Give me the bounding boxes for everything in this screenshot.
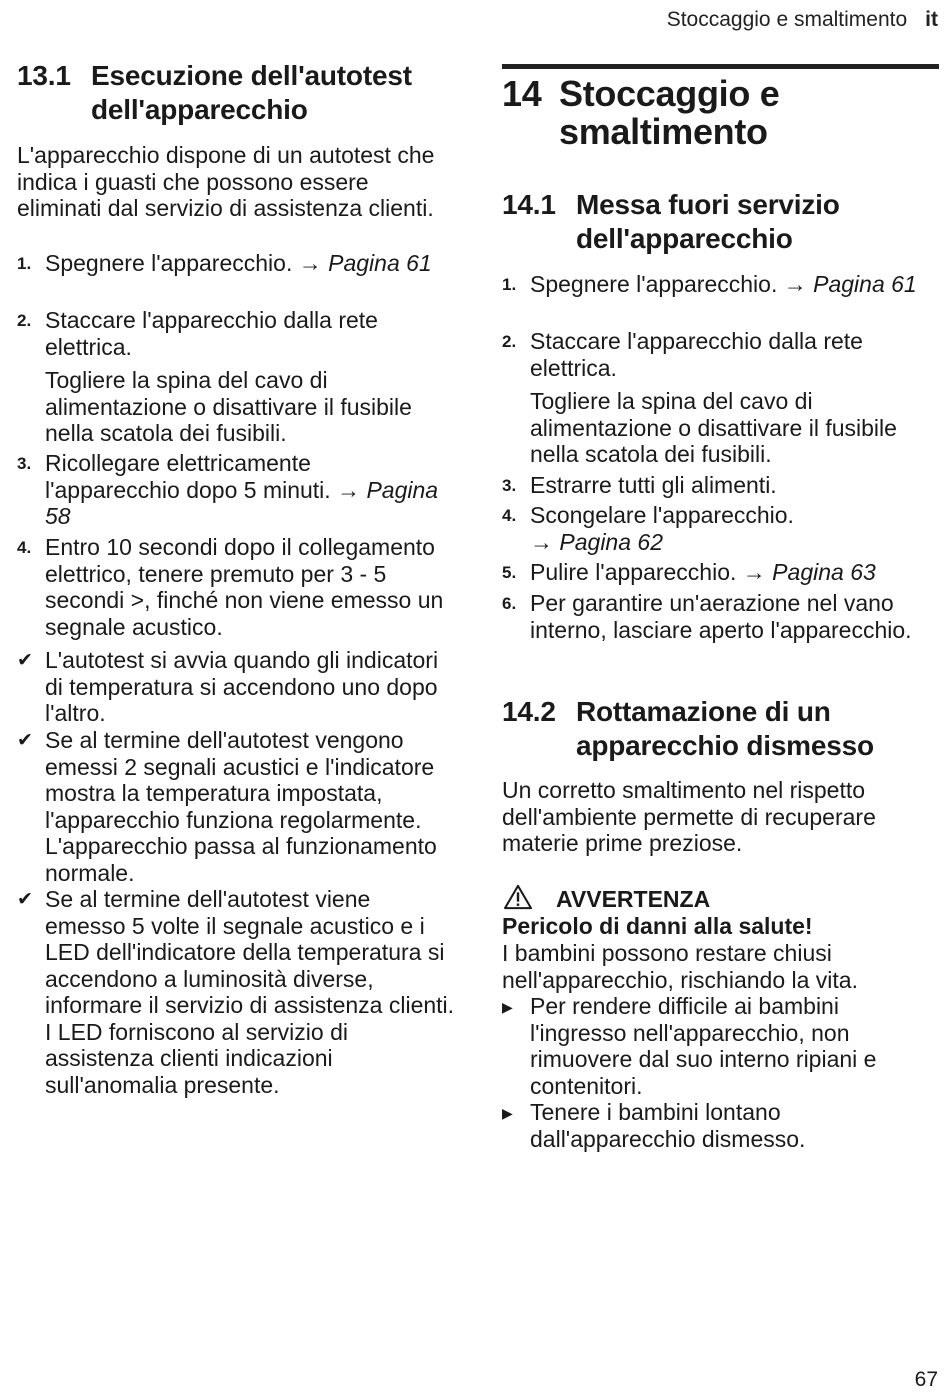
warning-label: AVVERTENZA bbox=[556, 886, 711, 912]
running-header bbox=[667, 8, 938, 32]
section-title: Esecuzione dell'autotest dell'apparecchio bbox=[91, 60, 412, 125]
step-number: 6. bbox=[502, 594, 517, 613]
step-2 bbox=[17, 307, 447, 360]
step-text: Spegnere l'apparecchio. bbox=[530, 271, 784, 297]
page-reference-link[interactable]: → Pagina 61 bbox=[783, 271, 917, 297]
bullet-text: Tenere i bambini lontano dall'apparecchio dismesso. bbox=[530, 1099, 806, 1152]
warning-heading bbox=[502, 884, 710, 913]
language-code: it bbox=[925, 8, 938, 31]
result-text: L'autotest si avvia quando gli indicatori di temperatura si accendono uno dopo l'altro. bbox=[45, 647, 439, 726]
section-heading-13-1 bbox=[17, 59, 457, 127]
warning-bullet-1 bbox=[502, 993, 934, 1099]
step-2-detail bbox=[502, 388, 934, 468]
step-number: 4. bbox=[502, 506, 517, 525]
bullet-text: Per rendere difficile ai bambini l'ingresso nell'apparecchio, non rimuovere dal suo interno ripiani e contenitori. bbox=[530, 993, 877, 1099]
section-title: Messa fuori servizio dell'apparecchio bbox=[576, 189, 840, 254]
step-text: Pulire l'apparecchio. bbox=[530, 559, 743, 585]
warning-triangle-icon bbox=[502, 884, 534, 910]
step-1 bbox=[502, 271, 934, 298]
step-number: 5. bbox=[502, 563, 517, 582]
checkmark-icon: ✔ bbox=[17, 730, 33, 751]
step-5 bbox=[502, 559, 942, 586]
chapter-title: Stoccaggio e smaltimento bbox=[559, 73, 780, 152]
section-heading-14-2 bbox=[502, 695, 932, 763]
page-reference-link[interactable]: → Pagina 58 bbox=[45, 476, 439, 529]
result-text: Se al termine dell'autotest vengono emessi 2 segnali acustici e l'indicatore mostra la temperatura impostata, l'apparecchio funziona regolarmente. L'apparecchio passa al funzionamento normale. bbox=[45, 727, 437, 886]
step-4 bbox=[17, 534, 457, 640]
step-text: Spegnere l'apparecchio. bbox=[45, 250, 299, 276]
step-number: 2. bbox=[17, 311, 32, 330]
step-text: Per garantire un'aerazione nel vano interno, lasciare aperto l'apparecchio. bbox=[530, 590, 912, 643]
result-1 bbox=[17, 647, 457, 727]
section-heading-14-1 bbox=[502, 188, 932, 256]
triangle-bullet-icon: ▶ bbox=[502, 1105, 513, 1121]
step-2 bbox=[502, 328, 934, 381]
step-4 bbox=[502, 502, 902, 555]
step-text: Staccare l'apparecchio dalla rete elettrica. bbox=[45, 307, 378, 360]
step-number: 3. bbox=[17, 454, 32, 473]
step-3 bbox=[502, 472, 934, 499]
section-title: Rottamazione di un apparecchio dismesso bbox=[576, 696, 874, 761]
checkmark-icon: ✔ bbox=[17, 889, 33, 910]
intro-paragraph: L'apparecchio dispone di un autotest che indica i guasti che possono essere eliminati dal servizio di assistenza clienti. bbox=[17, 142, 435, 221]
result-2 bbox=[17, 727, 457, 886]
step-3 bbox=[17, 450, 447, 530]
step-1 bbox=[17, 250, 447, 277]
page-reference-link[interactable]: → Pagina 61 bbox=[298, 250, 432, 276]
step-text: Ricollegare elettricamente l'apparecchio dopo 5 minuti. bbox=[45, 450, 338, 503]
chapter-number: 14 bbox=[502, 73, 542, 114]
running-title: Stoccaggio e smaltimento bbox=[666, 8, 908, 31]
page-reference-link[interactable]: → Pagina 62 bbox=[530, 528, 663, 555]
step-number: 3. bbox=[502, 476, 517, 495]
result-3 bbox=[17, 886, 457, 1098]
warning-text: I bambini possono restare chiusi nell'apparecchio, rischiando la vita. bbox=[502, 940, 858, 993]
step-number: 1. bbox=[502, 275, 517, 294]
chapter-heading-14 bbox=[502, 75, 932, 151]
step-detail-text: Togliere la spina del cavo di alimentazione o disattivare il fusibile nella scatola dei fusibili. bbox=[45, 367, 412, 446]
page-reference-link[interactable]: → Pagina 63 bbox=[742, 559, 876, 585]
step-text: Staccare l'apparecchio dalla rete elettrica. bbox=[530, 328, 863, 381]
step-text: Estrarre tutti gli alimenti. bbox=[530, 472, 777, 498]
warning-subtitle: Pericolo di danni alla salute! bbox=[502, 913, 813, 939]
disposal-paragraph: Un corretto smaltimento nel rispetto dell'ambiente permette di recuperare materie prime preziose. bbox=[502, 777, 876, 856]
step-number: 2. bbox=[502, 332, 517, 351]
section-number: 14.1 bbox=[502, 189, 556, 220]
step-number: 4. bbox=[17, 538, 32, 557]
step-6 bbox=[502, 590, 934, 643]
step-text: Entro 10 secondi dopo il collegamento elettrico, tenere premuto per 3 - 5 secondi >, finché non viene emesso un segnale acustico. bbox=[45, 534, 444, 640]
step-number: 1. bbox=[17, 254, 32, 273]
triangle-bullet-icon: ▶ bbox=[502, 999, 513, 1015]
chapter-rule bbox=[502, 64, 939, 69]
section-number: 14.2 bbox=[502, 696, 556, 727]
step-text: Scongelare l'apparecchio. bbox=[530, 502, 794, 528]
step-detail-text: Togliere la spina del cavo di alimentazione o disattivare il fusibile nella scatola dei fusibili. bbox=[530, 388, 897, 467]
checkmark-icon: ✔ bbox=[17, 650, 33, 671]
page-number: 67 bbox=[914, 1368, 938, 1391]
step-2-detail bbox=[17, 367, 447, 447]
section-number: 13.1 bbox=[17, 60, 71, 91]
result-text: Se al termine dell'autotest viene emesso 5 volte il segnale acustico e i LED dell'indicatore della temperatura si accendono a luminosità diverse, informare il servizio di assistenza clienti. I LED forniscono al servizio di assistenza clienti indicazioni sull'anomalia presente. bbox=[45, 886, 455, 1098]
warning-bullet-2 bbox=[502, 1099, 942, 1152]
